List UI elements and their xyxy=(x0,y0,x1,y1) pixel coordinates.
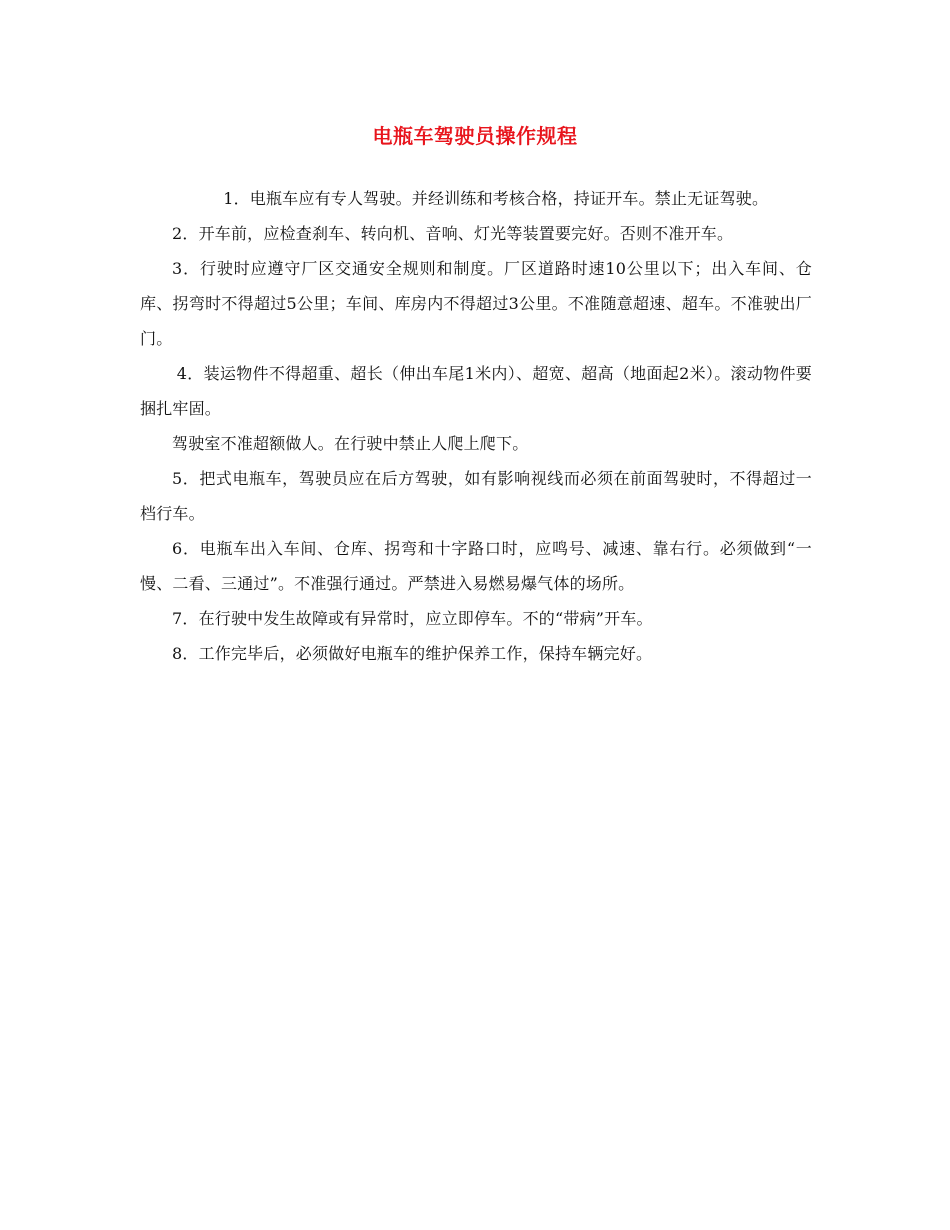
paragraph-4: 4．装运物件不得超重、超长（伸出车尾1米内）、超宽、超高（地面起2米）。滚动物件要捆扎牢固。 xyxy=(140,364,812,418)
paragraph-7: 7．在行驶中发生故障或有异常时，应立即停车。不的“带病”开车。 xyxy=(172,609,653,628)
paragraph-4-note: 驾驶室不准超额做人。在行驶中禁止人爬上爬下。 xyxy=(172,434,529,453)
paragraph-8: 8．工作完毕后，必须做好电瓶车的维护保养工作，保持车辆完好。 xyxy=(172,644,653,663)
paragraph-2: 2．开车前，应检查刹车、转向机、音响、灯光等装置要完好。否则不准开车。 xyxy=(172,224,734,243)
paragraph-1: 1．电瓶车应有专人驾驶。并经训练和考核合格，持证开车。禁止无证驾驶。 xyxy=(223,189,769,208)
document-body xyxy=(140,181,812,671)
paragraph-3: 3．行驶时应遵守厂区交通安全规则和制度。厂区道路时速10公里以下；出入车间、仓库、拐弯时不得超过5公里；车间、库房内不得超过3公里。不准随意超速、超车。不准驶出厂门。 xyxy=(140,259,812,348)
paragraph-6: 6．电瓶车出入车间、仓库、拐弯和十字路口时，应鸣号、减速、靠右行。必须做到“一慢、二看、三通过”。不准强行通过。严禁进入易燃易爆气体的场所。 xyxy=(140,539,812,593)
document-title: 电瓶车驾驶员操作规程 xyxy=(372,124,578,148)
paragraph-5: 5．把式电瓶车，驾驶员应在后方驾驶，如有影响视线而必须在前面驾驶时，不得超过一档行车。 xyxy=(140,469,812,523)
